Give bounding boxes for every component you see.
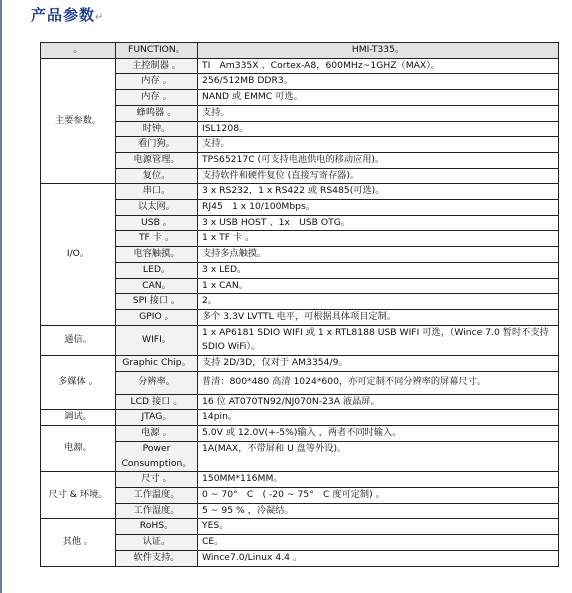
value-cell: 支持 2D/3D，仅对于 AM3354/9。 [198,356,559,372]
header-blank: 。 [41,43,116,59]
table-row [41,371,559,394]
table-row [41,410,559,426]
func-cell: 看门狗。 [116,137,198,153]
func-cell: RoHS。 [116,519,198,535]
value-cell: 支持软件和硬件复位 (直接写寄存器)。 [198,168,559,184]
value-cell: ISL1208。 [198,121,559,137]
value-cell: NAND 或 EMMC 可选。 [198,90,559,106]
group-debug: 调试。 [41,410,116,426]
value-cell: 3 x LED。 [198,262,559,278]
func-cell: 工作温度。 [116,487,198,503]
value-cell: 5.0V 或 12.0V(+-5%)输入 ，两者不同时输入。 [198,426,559,442]
func-cell: 蜂鸣器 。 [116,105,198,121]
func-cell: 电源 。 [116,426,198,442]
table-row [41,441,559,471]
func-cell: 内存 。 [116,74,198,90]
func-cell: 以太网。 [116,200,198,216]
table-row [41,487,559,503]
value-cell: 3 x USB HOST 、1x USB OTG。 [198,215,559,231]
func-cell: GPIO 。 [116,309,198,325]
value-cell: 普清：800*480 高清 1024*600，亦可定制不同分辨率的屏幕尺寸。 [198,371,559,394]
table-row [41,200,559,216]
func-cell: LCD 接口 。 [116,394,198,410]
value-cell: RJ45 1 x 10/100Mbps。 [198,200,559,216]
value-cell: TI Am335X 、Cortex-A8，600MHz~1GHZ（MAX）。 [198,58,559,74]
group-size: 尺寸 & 环境。 [41,472,116,519]
func-cell: 认证。 [116,535,198,551]
func-cell: USB 。 [116,215,198,231]
table-row [41,58,559,74]
func-cell: 复位。 [116,168,198,184]
group-comm: 通信。 [41,325,116,355]
table-row [41,309,559,325]
value-cell: 多个 3.3V LVTTL 电平，可根据具体项目定制。 [198,309,559,325]
table-header-row [41,43,559,59]
value-cell: 14pin。 [198,410,559,426]
table-row [41,550,559,566]
table-row [41,231,559,247]
table-row [41,278,559,294]
spec-table [40,42,559,567]
group-power: 电源。 [41,426,116,472]
table-row [41,535,559,551]
table-row [41,394,559,410]
func-cell: 软件支持。 [116,550,198,566]
table-row [41,294,559,310]
table-row [41,215,559,231]
header-model: HMI-T335。 [198,43,559,59]
value-cell: 16 位 AT070TN92/NJ070N-23A 液晶屏。 [198,394,559,410]
value-cell: 150MM*116MM。 [198,472,559,488]
table-row [41,247,559,263]
func-cell: LED。 [116,262,198,278]
table-row [41,262,559,278]
value-cell: TPS65217C (可支持电池供电的移动应用)。 [198,152,559,168]
group-other: 其他 。 [41,519,116,566]
value-cell: CE。 [198,535,559,551]
value-cell: 1 x AP6181 SDIO WIFI 或 1 x RTL8188 USB WIFI 可选，（Wince 7.0 暂时不支持 SDIO WiFi）。 [198,325,559,355]
table-row [41,519,559,535]
func-cell: 主控制器 。 [116,58,198,74]
value-cell: 2。 [198,294,559,310]
table-row [41,503,559,519]
value-cell: 1 x TF 卡 。 [198,231,559,247]
func-cell: 工作湿度。 [116,503,198,519]
table-row [41,325,559,355]
func-cell: WIFI。 [116,325,198,355]
group-media: 多媒体 。 [41,356,116,410]
table-row [41,472,559,488]
func-cell: 分辨率。 [116,371,198,394]
value-cell: 256/512MB DDR3。 [198,74,559,90]
table-row [41,426,559,442]
func-cell: 时钟。 [116,121,198,137]
value-cell: 支持。 [198,137,559,153]
value-cell: 1 x CAN。 [198,278,559,294]
value-cell: 支持多点触摸。 [198,247,559,263]
table-row [41,356,559,372]
table-row [41,152,559,168]
table-row [41,90,559,106]
value-cell: 支持。 [198,105,559,121]
func-cell: CAN。 [116,278,198,294]
table-row [41,121,559,137]
func-cell: 串口。 [116,184,198,200]
table-row [41,74,559,90]
func-cell: 尺寸 。 [116,472,198,488]
func-cell: 内存 。 [116,90,198,106]
table-row [41,137,559,153]
page-edge [0,0,2,593]
table-row [41,168,559,184]
group-main: 主要参数。 [41,58,116,184]
value-cell: 3 x RS232，1 x RS422 或 RS485(可选)。 [198,184,559,200]
paragraph-mark: ↵ [95,12,105,23]
document-title-text: 产品参数 [31,6,96,24]
header-function: FUNCTION。 [116,43,198,59]
table-row [41,184,559,200]
table-row [41,105,559,121]
value-cell: 0 ~ 70° C ( -20 ~ 75° C 度可定制) 。 [198,487,559,503]
document-title [31,4,104,25]
func-cell: JTAG。 [116,410,198,426]
value-cell: 5 ~ 95 % ，冷凝结。 [198,503,559,519]
func-cell: 电源管理。 [116,152,198,168]
func-cell: TF 卡 。 [116,231,198,247]
group-io: I/O。 [41,184,116,325]
func-cell: Graphic Chip。 [116,356,198,372]
func-cell: SPI 接口 。 [116,294,198,310]
value-cell: YES。 [198,519,559,535]
func-cell: 电容触摸。 [116,247,198,263]
value-cell: Wince7.0/Linux 4.4 。 [198,550,559,566]
value-cell: 1A(MAX，不带屏和 U 盘等外设)。 [198,441,559,471]
func-cell: Power Consumption。 [116,441,198,471]
